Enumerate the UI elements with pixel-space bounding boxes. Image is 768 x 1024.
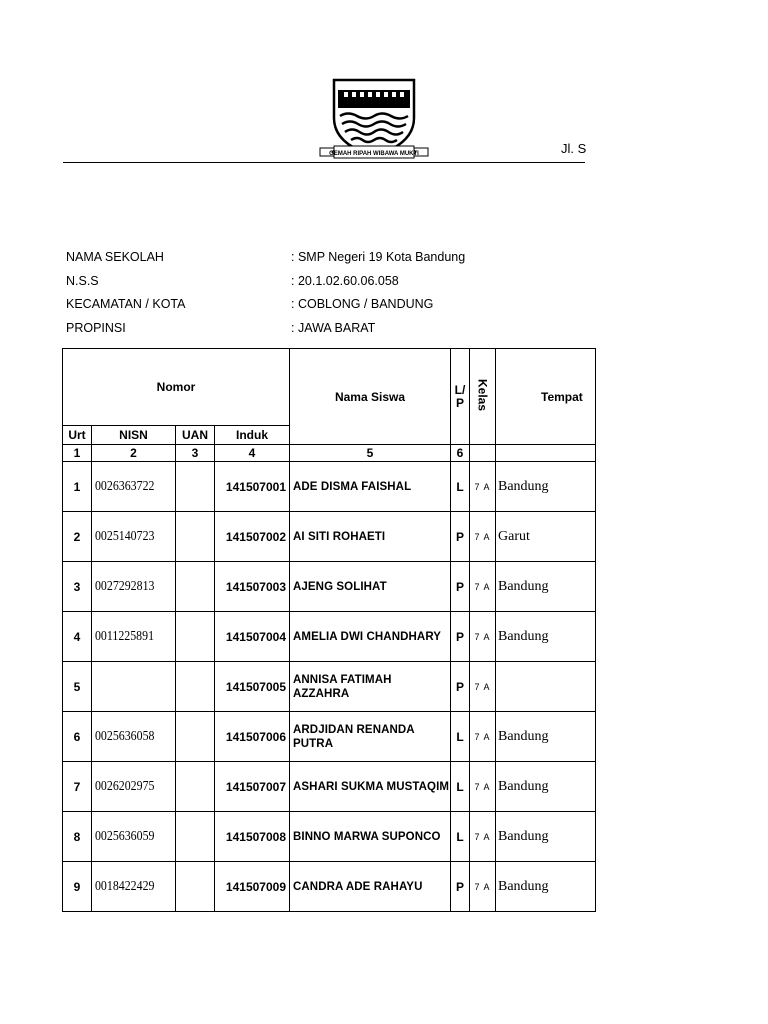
row-uan <box>176 762 215 812</box>
row-induk: 141507003 <box>215 562 290 612</box>
header-row-top <box>63 349 596 426</box>
info-label: KECAMATAN / KOTA <box>66 297 186 311</box>
column-number: 2 <box>92 445 176 462</box>
row-birthplace: Bandung <box>496 562 596 612</box>
row-gender: P <box>451 662 470 712</box>
table-row <box>63 662 596 712</box>
table-row <box>63 462 596 512</box>
header-address: Jl. S <box>561 141 587 156</box>
header-uan: UAN <box>176 426 215 445</box>
row-birthplace: Garut <box>496 512 596 562</box>
row-induk: 141507004 <box>215 612 290 662</box>
header-nama-siswa: Nama Siswa <box>290 349 451 445</box>
header-urt: Urt <box>63 426 92 445</box>
row-nisn: 0026202975 <box>92 762 163 812</box>
row-class: 7 A <box>470 762 496 812</box>
info-label: N.S.S <box>66 274 99 288</box>
row-urt: 5 <box>63 662 92 712</box>
column-number: 4 <box>215 445 290 462</box>
row-urt: 2 <box>63 512 92 562</box>
header-divider <box>63 162 585 163</box>
column-number: 6 <box>451 445 470 462</box>
row-induk: 141507008 <box>215 812 290 862</box>
row-urt: 4 <box>63 612 92 662</box>
row-urt: 3 <box>63 562 92 612</box>
row-nisn: 0025636058 <box>92 712 163 762</box>
row-birthplace: Bandung <box>496 762 596 812</box>
header-tempat: Tempat <box>496 349 596 445</box>
row-student-name: AMELIA DWI CHANDHARY <box>290 612 451 662</box>
row-uan <box>176 812 215 862</box>
row-class: 7 A <box>470 612 496 662</box>
logo-motto: GEMAH RIPAH WIBAWA MUKTI <box>329 151 419 157</box>
table-row <box>63 562 596 612</box>
row-urt: 8 <box>63 812 92 862</box>
row-student-name: AI SITI ROHAETI <box>290 512 451 562</box>
row-urt: 1 <box>63 462 92 512</box>
table-row <box>63 762 596 812</box>
row-uan <box>176 862 215 912</box>
row-nisn: 0027292813 <box>92 562 163 612</box>
header-nomor: Nomor <box>63 349 290 426</box>
row-class: 7 A <box>470 562 496 612</box>
row-class: 7 A <box>470 512 496 562</box>
row-uan <box>176 462 215 512</box>
row-student-name: ARDJIDAN RENANDA PUTRA <box>290 712 451 762</box>
row-birthplace: Bandung <box>496 612 596 662</box>
header-nisn: NISN <box>92 426 176 445</box>
row-nisn: 0025636059 <box>92 812 163 862</box>
row-uan <box>176 612 215 662</box>
column-number-row <box>63 445 596 462</box>
table-row <box>63 862 596 912</box>
row-birthplace: Bandung <box>496 712 596 762</box>
info-value: : SMP Negeri 19 Kota Bandung <box>291 250 466 264</box>
row-gender: L <box>451 812 470 862</box>
table-row <box>63 712 596 762</box>
info-value: : JAWA BARAT <box>291 321 376 335</box>
row-class: 7 A <box>470 662 496 712</box>
column-number: 5 <box>290 445 451 462</box>
row-induk: 141507007 <box>215 762 290 812</box>
row-gender: P <box>451 512 470 562</box>
header-lp <box>451 349 470 445</box>
row-student-name: BINNO MARWA SUPONCO <box>290 812 451 862</box>
row-birthplace: Bandung <box>496 862 596 912</box>
row-induk: 141507002 <box>215 512 290 562</box>
row-induk: 141507009 <box>215 862 290 912</box>
row-nisn: 0011225891 <box>92 612 163 662</box>
row-uan <box>176 662 215 712</box>
city-crest-logo <box>318 78 430 162</box>
row-urt: 9 <box>63 862 92 912</box>
column-number <box>470 445 496 462</box>
row-urt: 6 <box>63 712 92 762</box>
row-induk: 141507001 <box>215 462 290 512</box>
row-class: 7 A <box>470 712 496 762</box>
row-uan <box>176 562 215 612</box>
row-uan <box>176 512 215 562</box>
column-number: 3 <box>176 445 215 462</box>
student-table <box>62 348 596 912</box>
row-uan <box>176 712 215 762</box>
row-birthplace: Bandung <box>496 462 596 512</box>
info-label: PROPINSI <box>66 321 126 335</box>
row-urt: 7 <box>63 762 92 812</box>
row-student-name: CANDRA ADE RAHAYU <box>290 862 451 912</box>
row-gender: P <box>451 862 470 912</box>
row-nisn: 0018422429 <box>92 862 163 912</box>
row-gender: P <box>451 562 470 612</box>
row-induk: 141507005 <box>215 662 290 712</box>
row-gender: L <box>451 462 470 512</box>
header-induk: Induk <box>215 426 290 445</box>
row-gender: L <box>451 712 470 762</box>
row-gender: P <box>451 612 470 662</box>
row-nisn: 0026363722 <box>92 462 163 512</box>
row-student-name: ASHARI SUKMA MUSTAQIM <box>290 762 451 812</box>
row-class: 7 A <box>470 862 496 912</box>
row-nisn <box>92 662 163 712</box>
header-kelas <box>470 349 496 445</box>
row-student-name: AJENG SOLIHAT <box>290 562 451 612</box>
table-row <box>63 612 596 662</box>
info-value: : COBLONG / BANDUNG <box>291 297 434 311</box>
row-student-name: ADE DISMA FAISHAL <box>290 462 451 512</box>
header-lp-line1: L/ <box>454 382 466 397</box>
row-induk: 141507006 <box>215 712 290 762</box>
row-gender: L <box>451 762 470 812</box>
column-number: 1 <box>63 445 92 462</box>
row-class: 7 A <box>470 812 496 862</box>
row-birthplace: Bandung <box>496 812 596 862</box>
row-nisn: 0025140723 <box>92 512 163 562</box>
info-label: NAMA SEKOLAH <box>66 250 164 264</box>
header-lp-line2: P <box>455 395 464 410</box>
header-kelas-label: Kelas <box>475 379 490 412</box>
row-class: 7 A <box>470 462 496 512</box>
column-number <box>496 445 596 462</box>
row-student-name: ANNISA FATIMAH AZZAHRA <box>290 662 451 712</box>
info-value: : 20.1.02.60.06.058 <box>291 274 399 288</box>
row-birthplace <box>496 662 596 712</box>
table-row <box>63 812 596 862</box>
table-row <box>63 512 596 562</box>
